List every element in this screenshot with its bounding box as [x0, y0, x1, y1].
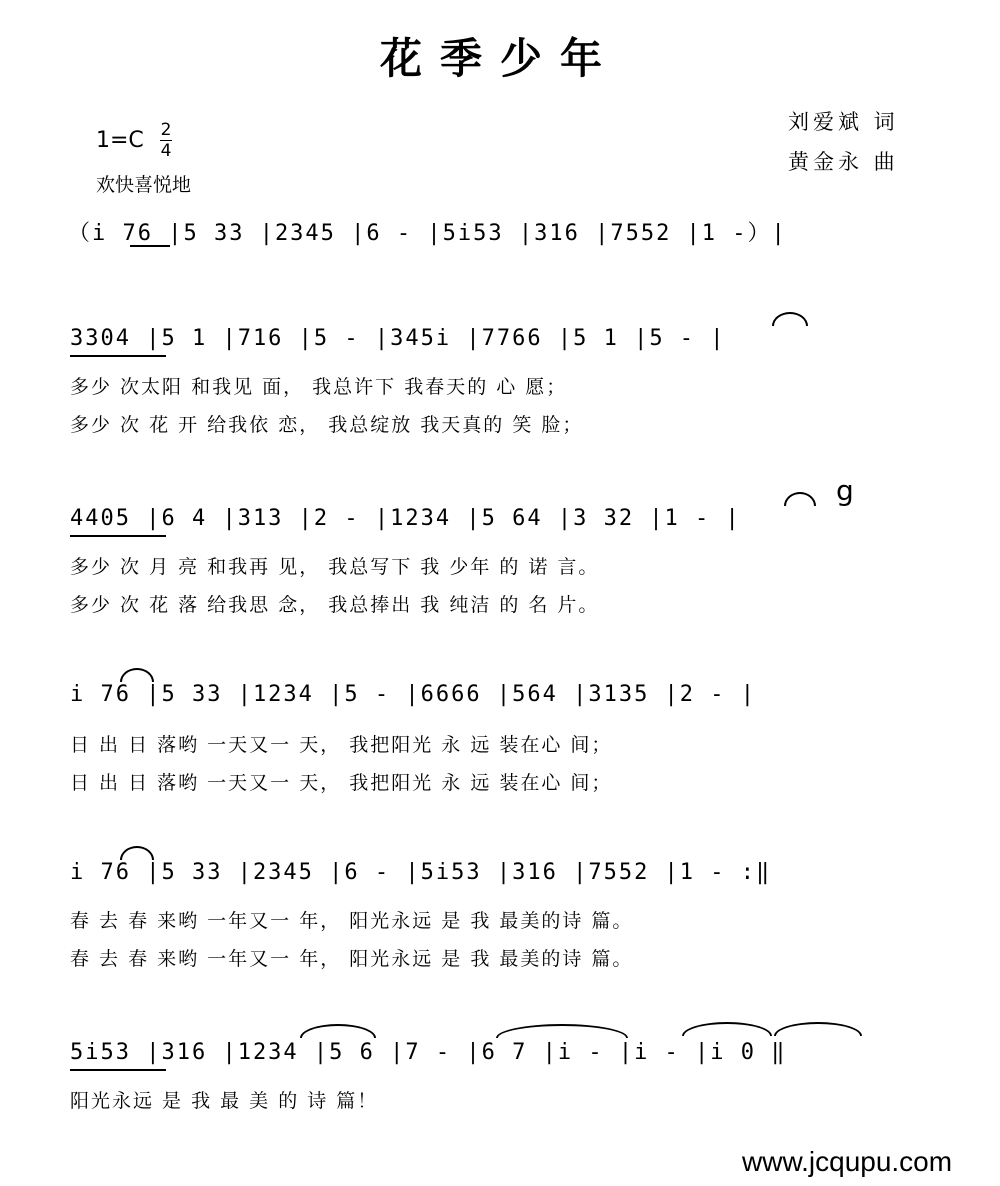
notation-line-5: i 76 |5 33 |2345 |6 - |5i53 |316 |7552 |1 - :‖ [70, 860, 772, 885]
site-watermark: www.jcqupu.com [742, 1146, 953, 1177]
lyric-line-6: 阳光永远 是 我 最 美 的 诗 篇！ [70, 1090, 379, 1112]
beam [70, 535, 166, 537]
composer-credit: 黄金永 曲 [788, 150, 899, 174]
notation-line-1: （i 76 |5 33 |2345 |6 - |5i53 |316 |7552 |1 -）| [68, 221, 787, 246]
tempo-marking: 欢快喜悦地 [96, 174, 192, 196]
slur [120, 668, 154, 682]
slur [300, 1024, 376, 1038]
lyric-line-5-verse-2: 春 去 春 来哟 一年又一 年， 阳光永远 是 我 最美的诗 篇。 [70, 948, 634, 970]
lyric-line-3-verse-1: 多少 次 月 亮 和我再 见， 我总写下 我 少年 的 诺 言。 [70, 556, 600, 578]
lyric-line-2-verse-1: 多少 次太阳 和我见 面， 我总许下 我春天的 心 愿； [70, 376, 568, 398]
beam [70, 1069, 166, 1071]
mark-g: g [836, 474, 854, 507]
notation-line-6: 5i53 |316 |1234 |5 6 |7 - |6 7 |i - |i - |i 0 ‖ [70, 1040, 787, 1065]
slur [772, 312, 808, 326]
notation-line-2: 3304 |5 1 |716 |5 - |345i |7766 |5 1 |5 - | [70, 326, 726, 351]
notation-line-3: 4405 |6 4 |313 |2 - |1234 |5 64 |3 32 |1 - | [70, 506, 741, 531]
lyric-line-4-verse-2: 日 出 日 落哟 一天又一 天， 我把阳光 永 远 装在心 间； [70, 772, 613, 794]
time-signature [160, 120, 172, 161]
song-title: 花季少年 [379, 34, 620, 83]
lyric-line-3-verse-2: 多少 次 花 落 给我思 念， 我总捧出 我 纯洁 的 名 片。 [70, 594, 600, 616]
beam [70, 355, 166, 357]
lyricist-credit: 刘爱斌 词 [788, 110, 899, 134]
slur [784, 492, 816, 506]
time-signature-bottom: 4 [160, 141, 172, 161]
slur [120, 846, 154, 860]
time-signature-top: 2 [160, 120, 172, 140]
notation-line-4: i 76 |5 33 |1234 |5 - |6666 |564 |3135 |2 - | [70, 682, 757, 707]
lyric-line-4-verse-1: 日 出 日 落哟 一天又一 天， 我把阳光 永 远 装在心 间； [70, 734, 613, 756]
slur [682, 1022, 772, 1036]
lyric-line-2-verse-2: 多少 次 花 开 给我依 恋， 我总绽放 我天真的 笑 脸； [70, 414, 584, 436]
key-signature: 1=C [96, 128, 144, 153]
slur [774, 1022, 862, 1036]
beam [130, 245, 170, 247]
slur [496, 1024, 628, 1038]
lyric-line-5-verse-1: 春 去 春 来哟 一年又一 年， 阳光永远 是 我 最美的诗 篇。 [70, 910, 634, 932]
